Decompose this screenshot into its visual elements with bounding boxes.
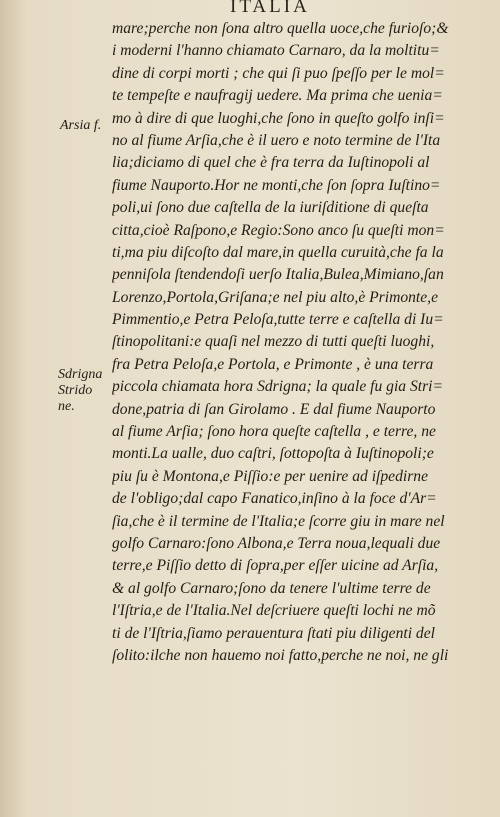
running-title: ITALIA [230,0,310,17]
body-text [112,18,466,667]
text-line: ſia,che è il termine de l'Italia;e ſcorre giu in mare nel [112,512,445,530]
text-line: fra Petra Peloſa,e Portola, e Primonte , è una terra [112,355,434,373]
text-line: al fiume Arſia; ſono hora queſte caſtella , e terre, ne [112,423,436,441]
text-line: monti.La ualle, duo caſtri, ſottopoſta à Iuſtinopoli;e [112,445,434,463]
text-line: citta,cioè Raſpono,e Regio:Sono anco ſu queſti mon= [112,221,445,239]
margin-note-sdrigna [58,367,102,415]
text-line: ſolito:ilche non hauemo noi fatto,perche ne noi, ne gli [112,646,449,664]
text-line: piccola chiamata hora Sdrigna; la quale fu gia Stri= [112,378,444,396]
text-line: golfo Carnaro:ſono Albona,e Terra noua,lequali due [112,534,441,552]
text-line: terre,e Piſſio detto di ſopra,per eſſer uicine ad Arſia, [112,557,439,575]
text-line: Pimmentio,e Petra Peloſa,tutte terre e caſtella di Iu= [112,311,444,329]
text-line: poli,ui ſono due caſtella de la iuriſditione di queſta [112,199,429,217]
text-line: i moderni l'hanno chiamato Carnaro, da la moltitu= [112,42,440,60]
text-line: l'Iſtria,e de l'Italia.Nel deſcriuere queſti lochi ne mõ [112,602,436,620]
text-line: dine di corpi morti ; che qui ſi puo ſpeſſo per le mol= [112,64,445,82]
text-line: ti,ma piu diſcoſto dal mare,in quella curuità,che fa la [112,243,444,261]
text-line: done,patria di ſan Girolamo . E dal fiume Nauporto [112,400,436,418]
text-line: de l'obligo;dal capo Fanatico,inſino à la foce d'Ar= [112,490,437,508]
text-line: & al golfo Carnaro;ſono da tenere l'ultime terre de [112,579,431,597]
text-line: te tempeſte e naufragij uedere. Ma prima che uenia= [112,87,443,105]
text-line: penniſola ſtendendoſi uerſo Italia,Bulea,Mimiano,ſan [112,266,444,284]
margin-note-line: Sdrigna [58,367,103,382]
text-line: piu ſu è Montona,e Piſſio:e per uenire ad iſpedirne [112,467,428,485]
margin-note-line: Arsia f. [60,118,102,133]
text-line: mare;perche non ſona altro quella uoce,che furioſo;& [112,20,449,37]
margin-note-arsia [60,118,101,134]
text-line: ti de l'Iſtria,ſiamo perauentura ſtati piu diligenti del [112,624,435,642]
text-line: lia;diciamo di quel che è fra terra da Iuſtinopoli al [112,154,430,172]
text-line: mo à dire di que luoghi,che ſono in queſto golfo inſi= [112,109,445,127]
margin-note-line: ne. [58,399,75,414]
text-line: Lorenzo,Portola,Griſana;e nel piu alto,è Primonte,e [112,288,438,306]
text-line: fiume Nauporto.Hor ne monti,che ſon ſopra Iuſtino= [112,176,441,194]
margin-note-line: Strido [58,383,93,398]
text-line: no al fiume Arſia,che è il uero e noto termine de l'Ita [112,131,441,149]
text-line: ſtinopolitani:e quaſi nel mezzo di tutti queſti luoghi, [112,333,435,351]
